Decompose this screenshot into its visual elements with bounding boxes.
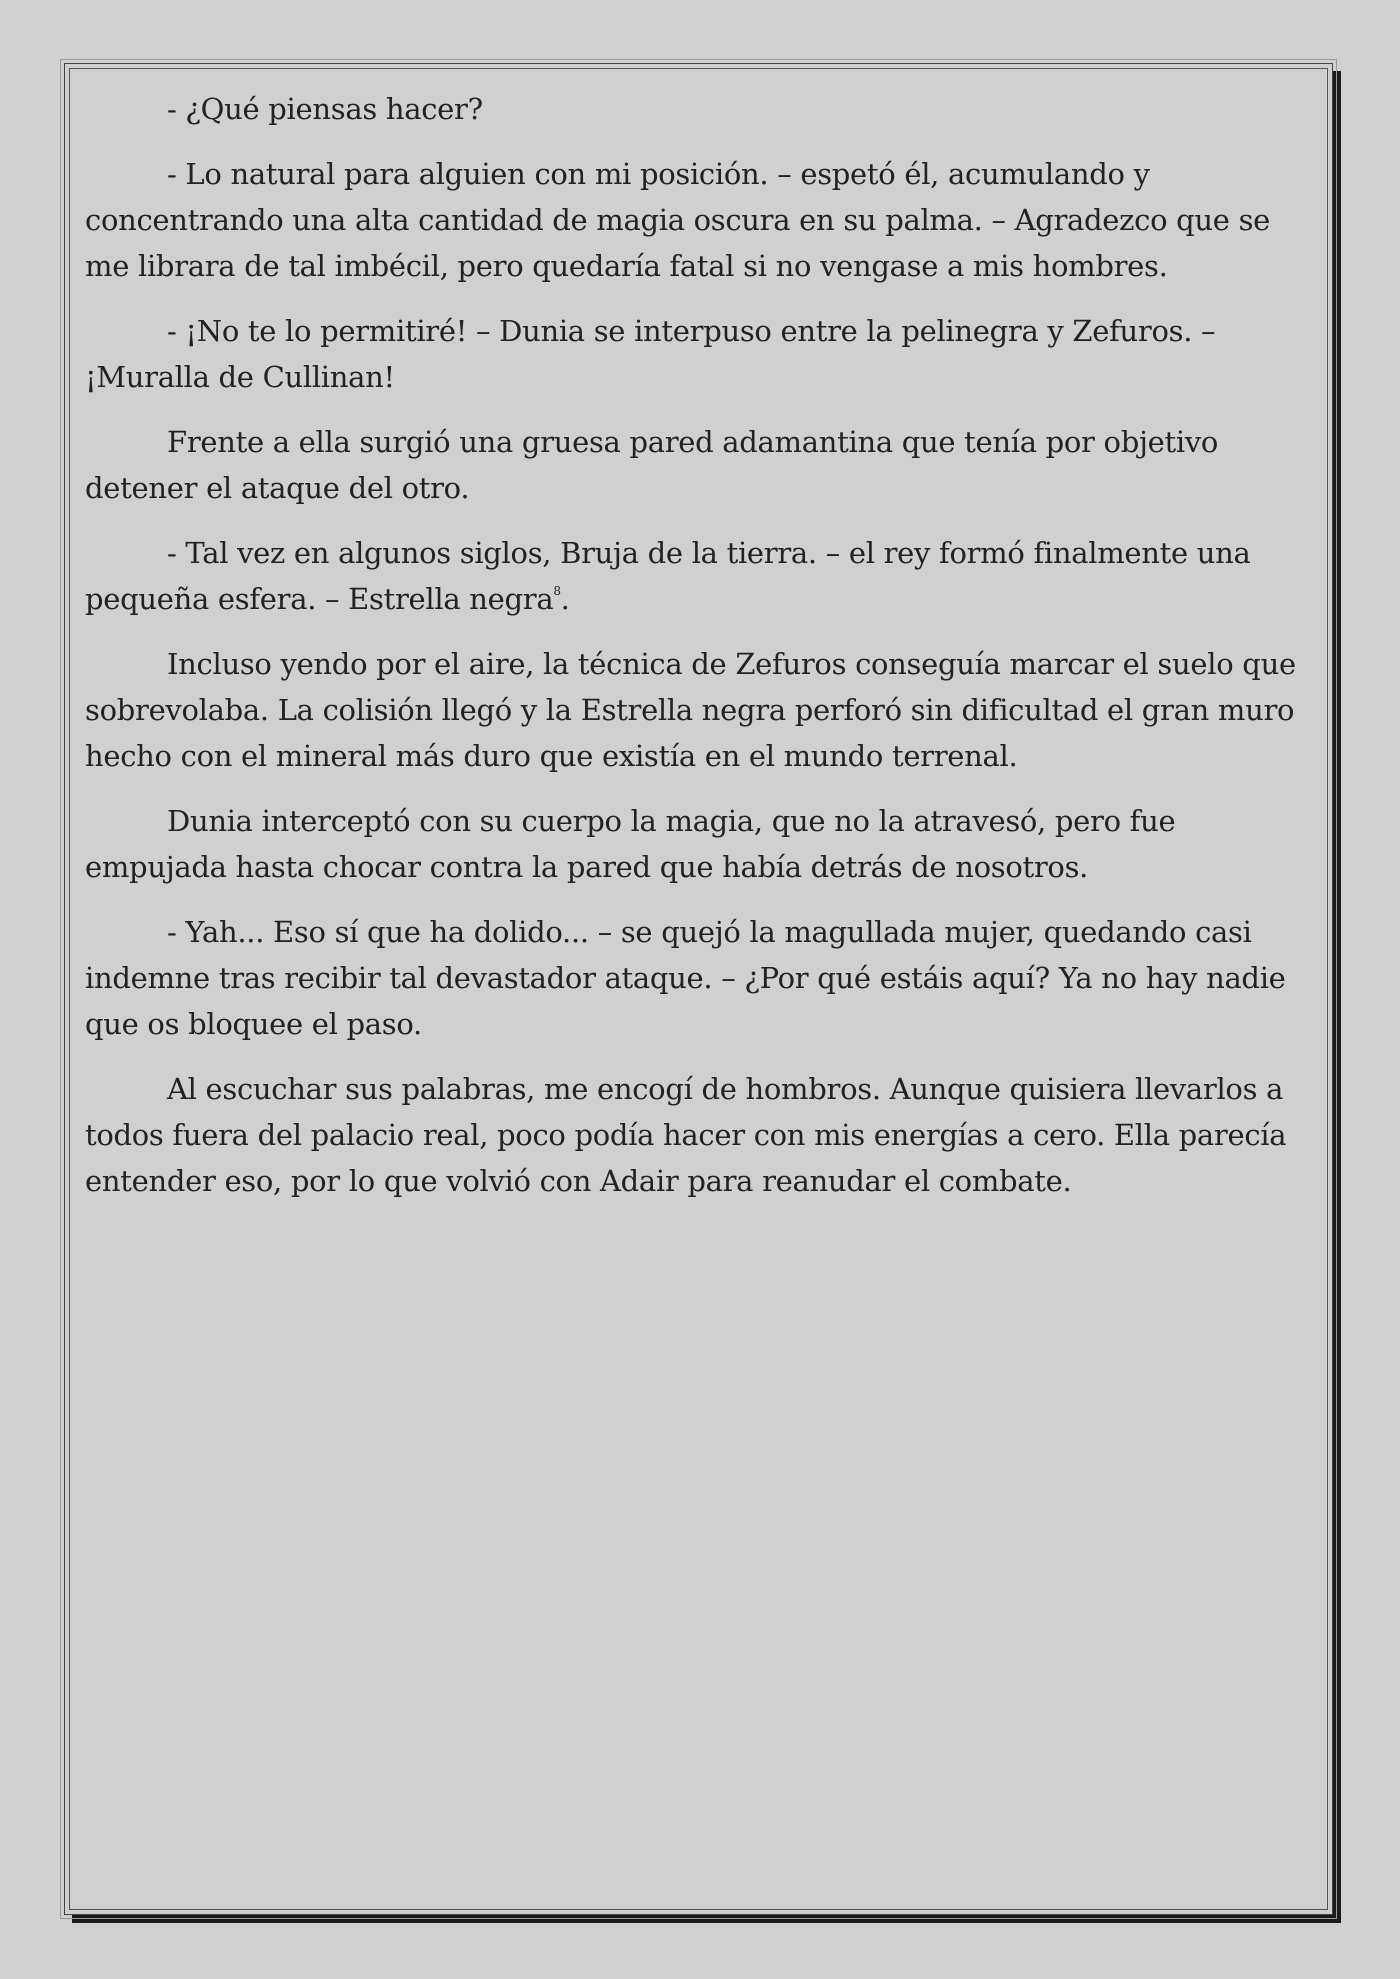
paragraph-5: - Tal vez en algunos siglos, Bruja de la tierra. – el rey formó finalmente una pequeña esfera. – Estrella negra$^8$. [85, 536, 1251, 616]
paragraph-9: Al escuchar sus palabras, me encogí de hombros. Aunque quisiera llevarlos a todos fuera del palacio real, poco podía hacer con mis energías a cero. Ella parecía entender eso, por lo que volvió con Adair para reanudar el combate. [85, 1072, 1287, 1198]
paragraph-4: Frente a ella surgió una gruesa pared adamantina que tenía por objetivo detener el ataque del otro. [85, 425, 1219, 505]
paragraph-3: - ¡No te lo permitiré! – Dunia se interpuso entre la pelinegra y Zefuros. – ¡Muralla de Cullinan! [85, 314, 1216, 394]
document-body [85, 86, 1317, 1223]
document-page [64, 63, 1333, 1915]
paragraph-1: - ¿Qué piensas hacer? [167, 92, 483, 126]
paragraph-8: - Yah... Eso sí que ha dolido... – se quejó la magullada mujer, quedando casi indemne tras recibir tal devastador ataque. – ¿Por qué estáis aquí? Ya no hay nadie que os bloquee el paso. [85, 915, 1286, 1041]
paragraph-7: Dunia interceptó con su cuerpo la magia, que no la atravesó, pero fue empujada hasta chocar contra la pared que había detrás de nosotros. [85, 804, 1176, 884]
footnote-marker: 8 [553, 584, 561, 598]
paragraph-2: - Lo natural para alguien con mi posición. – espetó él, acumulando y concentrando una alta cantidad de magia oscura en su palma. – Agradezco que se me librara de tal imbécil, pero quedaría fatal si no vengase a mis hombres. [85, 157, 1271, 283]
paragraph-6: Incluso yendo por el aire, la técnica de Zefuros conseguía marcar el suelo que sobrevolaba. La colisión llegó y la Estrella negra perforó sin dificultad el gran muro hecho con el mineral más duro que existía en el mundo terrenal. [85, 647, 1296, 773]
